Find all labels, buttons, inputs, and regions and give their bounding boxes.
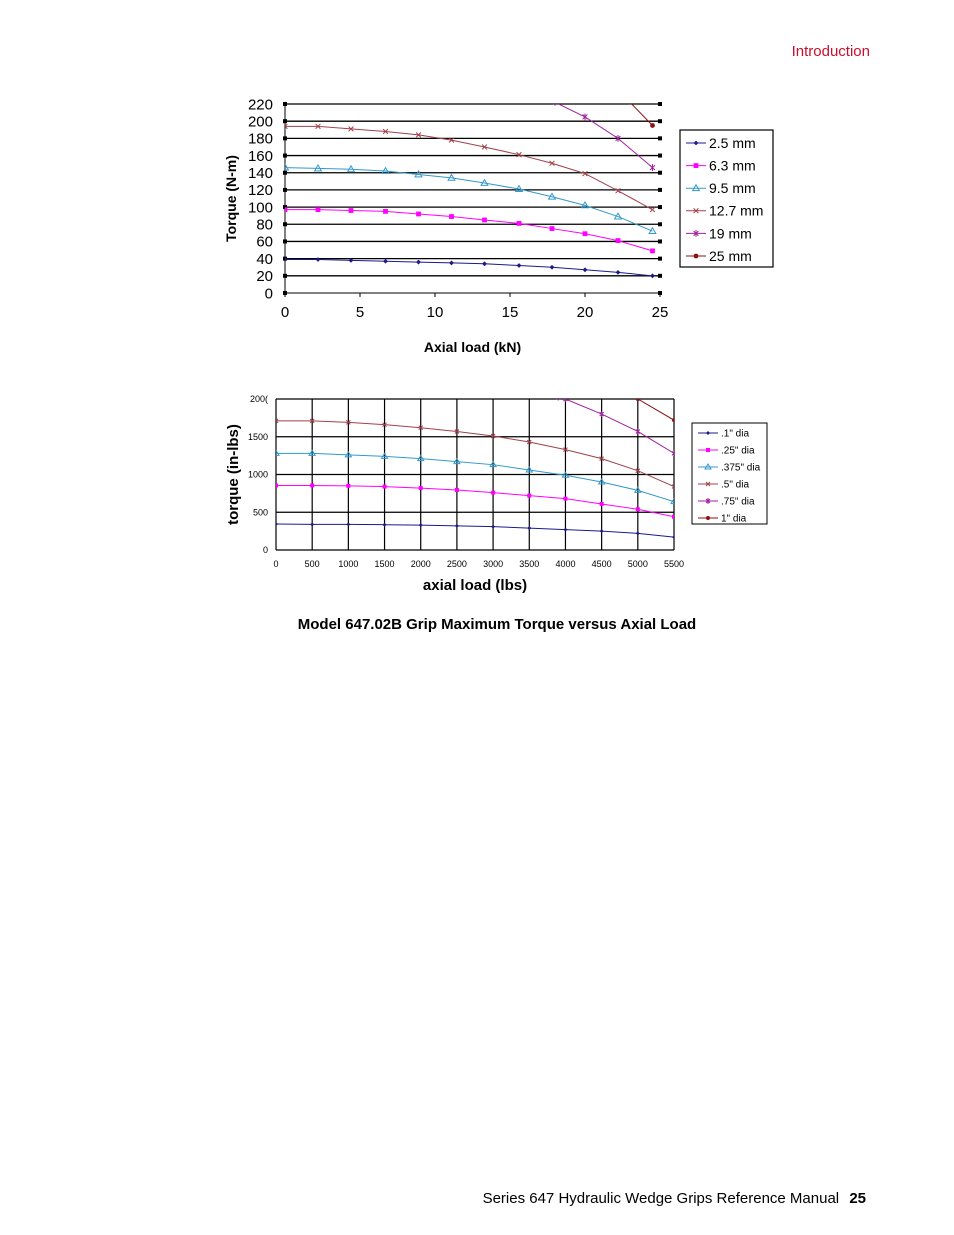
legend-label: .375" dia [721, 462, 761, 474]
data-point [491, 491, 495, 495]
y-tick-label: 140 [247, 164, 273, 182]
data-point [583, 231, 588, 236]
x-tick-label: 10 [426, 304, 444, 321]
data-point [416, 212, 421, 217]
y-tick-label: 500 [252, 507, 268, 518]
plot-area [285, 104, 660, 293]
x-tick-label: 4500 [591, 559, 612, 569]
data-point [482, 218, 487, 223]
y-tick-label: 100 [247, 199, 273, 217]
torque-chart-metric [0, 90, 954, 365]
y-tick-label: 220 [247, 96, 273, 114]
y-tick-mark [658, 239, 662, 243]
data-point [553, 99, 558, 106]
legend-label: 12.7 mm [709, 202, 764, 219]
x-tick-label: 20 [576, 304, 594, 321]
y-tick-mark [658, 188, 662, 192]
page-footer [483, 1190, 866, 1207]
data-point [527, 494, 531, 498]
y-tick-mark [658, 274, 662, 278]
data-point [517, 221, 522, 226]
data-point [419, 486, 423, 490]
y-tick-mark [658, 205, 662, 209]
y-tick-label: 200 [247, 113, 273, 131]
data-point [706, 516, 710, 520]
legend-label: .25" dia [721, 445, 755, 457]
x-tick-label: 15 [501, 304, 519, 321]
x-tick-label: 1500 [374, 559, 395, 569]
data-point [616, 238, 621, 243]
data-point [672, 418, 676, 422]
y-tick-label: 120 [247, 182, 273, 200]
x-tick-label: 0 [280, 304, 290, 321]
y-tick-label: 20 [256, 268, 273, 286]
x-tick-label: 5000 [627, 559, 648, 569]
data-point [550, 226, 555, 231]
y-tick-mark [658, 222, 662, 226]
x-tick-label: 3000 [483, 559, 504, 569]
data-point [274, 483, 278, 487]
data-point [346, 484, 350, 488]
data-point [349, 208, 354, 213]
data-point [600, 502, 604, 506]
x-axis-title: Axial load (kN) [423, 339, 522, 355]
data-point [563, 497, 567, 501]
y-tick-mark [658, 119, 662, 123]
data-point [636, 507, 640, 511]
y-tick-mark [658, 171, 662, 175]
data-point [650, 123, 655, 128]
figure-caption: Model 647.02B Grip Maximum Torque versus Axial Load [297, 616, 697, 633]
y-tick-label: 1500 [247, 431, 268, 442]
x-tick-label: 500 [304, 559, 320, 569]
data-point [310, 483, 314, 487]
legend-label: 25 mm [709, 247, 752, 264]
y-axis-title: torque (in-lbs) [225, 424, 242, 525]
y-tick-label: 1000 [247, 469, 268, 480]
legend-label: 19 mm [709, 225, 752, 242]
manual-title: Series 647 Hydraulic Wedge Grips Reference Manual [482, 1190, 840, 1207]
y-tick-mark [658, 154, 662, 158]
y-axis-title: Torque (N-m) [223, 155, 239, 242]
y-tick-label: 180 [247, 130, 273, 148]
y-tick-label: 0 [262, 545, 268, 556]
data-point [694, 254, 699, 259]
page-number: 25 [849, 1190, 866, 1207]
legend-label: 9.5 mm [709, 180, 756, 197]
legend-label: 2.5 mm [709, 134, 756, 151]
data-point [455, 488, 459, 492]
legend-label: .75" dia [721, 496, 755, 508]
y-tick-label: 0 [264, 285, 273, 303]
x-tick-label: 2000 [410, 559, 431, 569]
data-point [383, 485, 387, 489]
x-tick-label: 1000 [338, 559, 359, 569]
torque-chart-imperial [0, 385, 954, 600]
x-tick-label: 3500 [519, 559, 540, 569]
data-point [650, 249, 655, 254]
section-header: Introduction [791, 43, 870, 60]
data-point [449, 214, 454, 219]
legend-label: 1" dia [721, 513, 747, 525]
y-tick-label: 80 [256, 216, 273, 234]
data-point [694, 163, 699, 168]
x-tick-label: 4000 [555, 559, 576, 569]
data-point [636, 397, 640, 401]
y-tick-mark [658, 257, 662, 261]
data-point [316, 207, 321, 212]
y-tick-mark [658, 102, 662, 106]
y-tick-label: 60 [256, 233, 273, 251]
y-tick-label: 160 [247, 147, 273, 165]
data-point [706, 448, 710, 452]
y-tick-mark [658, 136, 662, 140]
x-tick-label: 5 [355, 304, 365, 321]
x-tick-label: 25 [651, 304, 669, 321]
legend-label: 6.3 mm [709, 157, 756, 174]
y-tick-label: 40 [256, 250, 273, 268]
legend-label: .1" dia [721, 428, 750, 440]
legend-label: .5" dia [721, 479, 750, 491]
x-axis-title: axial load (lbs) [422, 577, 528, 594]
x-tick-label: 2500 [446, 559, 467, 569]
y-tick-label: 200( [249, 394, 268, 405]
x-tick-label: 0 [273, 559, 279, 569]
data-point [383, 209, 388, 214]
data-point [556, 394, 560, 400]
x-tick-label: 5500 [663, 559, 685, 569]
data-point [672, 515, 676, 519]
